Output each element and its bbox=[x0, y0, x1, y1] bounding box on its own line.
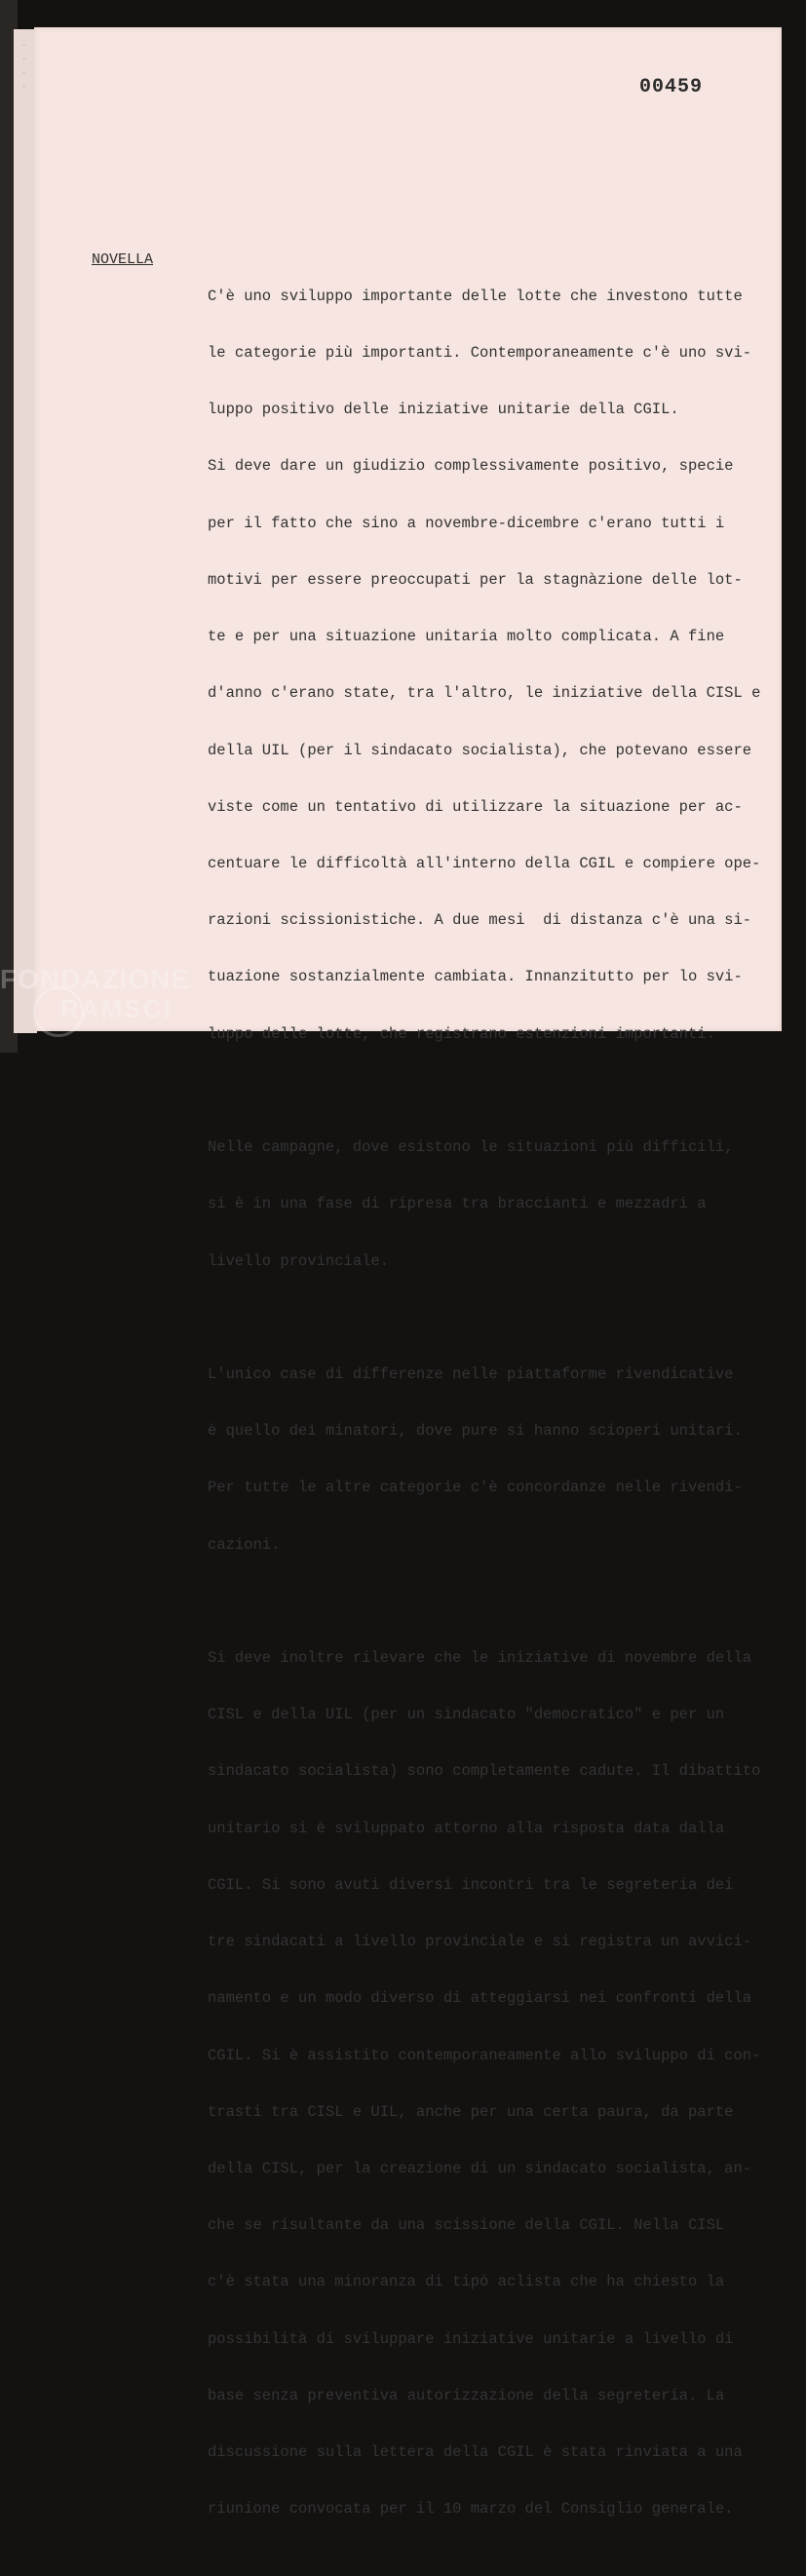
text-line: motivi per essere preoccupati per la stagnàzione delle lot- bbox=[208, 570, 743, 589]
text-line: della CISL, per la creazione di un sindacato socialista, an- bbox=[208, 2159, 752, 2177]
paragraph-1 bbox=[208, 250, 773, 1082]
text-line: c'è stata una minoranza di tipò aclista che ha chiesto la bbox=[208, 2273, 725, 2291]
text-line: per il fatto che sino a novembre-dicembre c'erano tutti i bbox=[208, 514, 725, 532]
text-line: d'anno c'erano state, tra l'altro, le iniziative della CISL e bbox=[208, 684, 761, 703]
text-line: tre sindacati a livello provinciale e si registra un avvici- bbox=[208, 1933, 752, 1951]
text-line: è quello dei minatori, dove pure si hanno scioperi unitari. bbox=[208, 1422, 743, 1441]
text-line: viste come un tentativo di utilizzare la situazione per ac- bbox=[208, 797, 743, 816]
text-line: sindacato socialista) sono completamente cadute. Il dibattito bbox=[208, 1762, 761, 1781]
watermark bbox=[0, 965, 190, 1023]
paragraph-3 bbox=[208, 1327, 773, 1593]
paragraph-2 bbox=[208, 1100, 773, 1308]
text-line: Si deve dare un giudizio complessivamente positivo, specie bbox=[208, 457, 734, 476]
punch-marks: · · · · bbox=[21, 41, 27, 92]
text-line: che se risultante da una scissione della CGIL. Nella CISL bbox=[208, 2216, 725, 2235]
watermark-line-1: FONDAZIONE bbox=[0, 964, 191, 994]
text-line: C'è uno sviluppo importante delle lotte che investono tutte bbox=[208, 287, 743, 305]
section-label: NOVELLA bbox=[92, 251, 154, 268]
text-line: Per tutte le altre categorie c'è concordanze nelle rivendi- bbox=[208, 1479, 743, 1497]
body-text bbox=[208, 250, 773, 2576]
text-line: cazioni. bbox=[208, 1535, 281, 1554]
text-line: si è in una fase di ripresa tra braccianti e mezzadri a bbox=[208, 1195, 707, 1213]
text-line: L'unico case di differenze nelle piattaforme rivendicative bbox=[208, 1365, 734, 1383]
page-number: 00459 bbox=[639, 76, 704, 98]
text-line: Nelle campagne, dove esistono le situazioni più difficili, bbox=[208, 1138, 734, 1157]
text-line: possibilità di sviluppare iniziative unitarie a livello di bbox=[208, 2329, 734, 2348]
text-line: trasti tra CISL e UIL, anche per una certa paura, da parte bbox=[208, 2102, 734, 2121]
text-line: tuazione sostanzialmente cambiata. Innanzitutto per lo svi- bbox=[208, 968, 743, 986]
paragraph-4 bbox=[208, 1611, 773, 2557]
text-line: luppo delle lotte, che registrano estenzioni importanti. bbox=[208, 1024, 715, 1043]
watermark-line-2: RAMSCI bbox=[60, 994, 173, 1023]
text-line: unitario si è sviluppato attorno alla risposta data dalla bbox=[208, 1819, 725, 1837]
text-line: namento e un modo diverso di atteggiarsi nei confronti della bbox=[208, 1989, 752, 2008]
text-line: riunione convocata per il 10 marzo del Consiglio generale. bbox=[208, 2500, 734, 2518]
text-line: le categorie più importanti. Contemporaneamente c'è uno svi- bbox=[208, 344, 752, 363]
text-line: Si deve inoltre rilevare che le iniziative di novembre della bbox=[208, 1649, 752, 1668]
text-line: CISL e della UIL (per un sindacato "democratico" e per un bbox=[208, 1706, 725, 1724]
text-line: razioni scissionistiche. A due mesi di distanza c'è una si- bbox=[208, 911, 752, 930]
text-line: della UIL (per il sindacato socialista), che potevano essere bbox=[208, 741, 752, 759]
text-line: livello provinciale. bbox=[208, 1251, 390, 1270]
text-line: te e per una situazione unitaria molto complicata. A fine bbox=[208, 628, 725, 646]
text-line: CGIL. Si sono avuti diversi incontri tra le segreteria dei bbox=[208, 1875, 734, 1894]
text-line: base senza preventiva autorizzazione della segreteria. La bbox=[208, 2386, 725, 2404]
text-line: centuare le difficoltà all'interno della CGIL e compiere ope- bbox=[208, 855, 761, 872]
text-line: discussione sulla lettera della CGIL è stata rinviata a una bbox=[208, 2443, 743, 2462]
text-line: CGIL. Si è assistito contemporaneamente allo sviluppo di con- bbox=[208, 2046, 761, 2064]
text-line: luppo positivo delle iniziative unitarie della CGIL. bbox=[208, 401, 679, 419]
